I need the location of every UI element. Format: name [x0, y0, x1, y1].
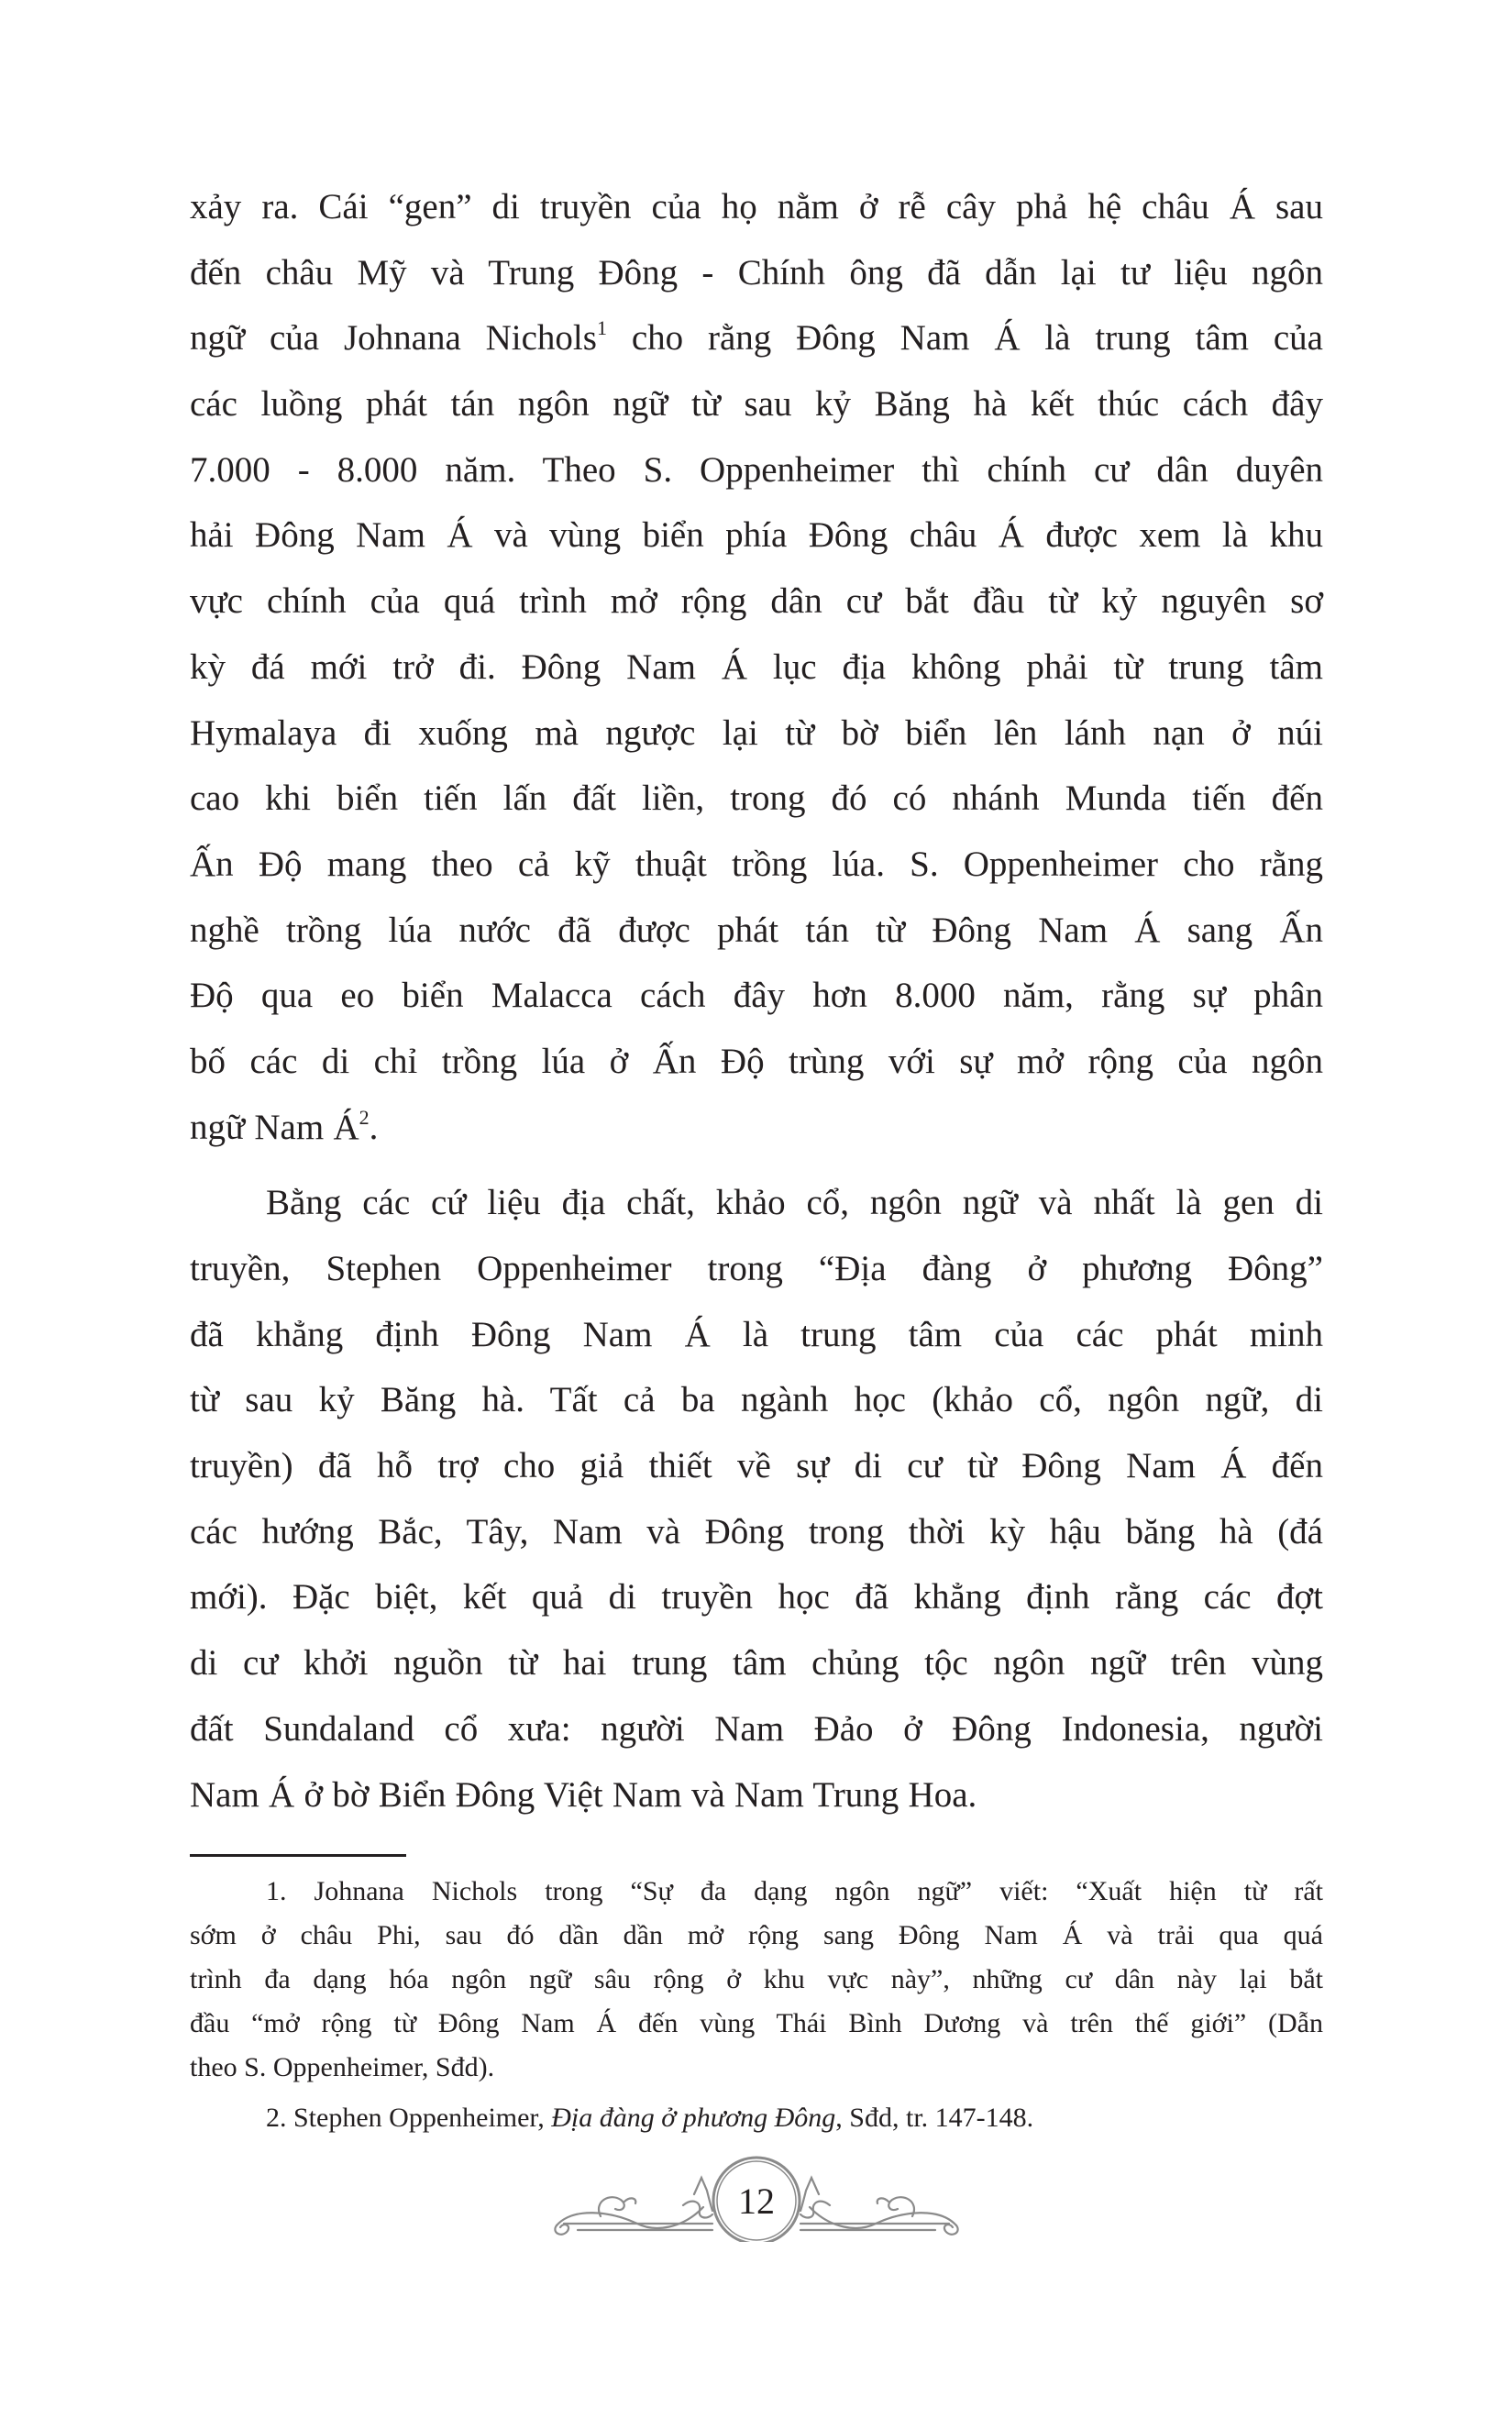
text-line: các hướng Bắc, Tây, Nam và Đông trong thời kỳ hậu băng hà (đá — [190, 1511, 1323, 1551]
text-line: truyền) đã hỗ trợ cho giả thiết về sự di cư từ Đông Nam Á đến — [190, 1446, 1323, 1486]
footnote-number: 2. — [266, 2103, 287, 2133]
footnote-author: Stephen Oppenheimer, — [293, 2103, 545, 2133]
footnotes — [190, 1870, 1323, 2140]
text-line: đất Sundaland cổ xưa: người Nam Đảo ở Đông Indonesia, người — [190, 1708, 1323, 1749]
footnote-source: , Sđd, tr. 147-148. — [835, 2103, 1034, 2133]
footnote-line: trình đa dạng hóa ngôn ngữ sâu rộng ở khu vực này”, những cư dân này lại bắt — [190, 1964, 1323, 1994]
footnote-line: theo S. Oppenheimer, Sđd). — [190, 2052, 495, 2082]
footnote-book-title: Địa đàng ở phương Đông — [551, 2103, 836, 2133]
text-line: nghề trồng lúa nước đã được phát tán từ Đông Nam Á sang Ấn — [190, 910, 1323, 950]
footnote-2 — [190, 2096, 1323, 2140]
text-fragment: cho rằng Đông Nam Á là trung tâm của — [631, 318, 1323, 359]
footnote-1 — [190, 1870, 1323, 2090]
text-line — [190, 305, 1323, 371]
text-line: xảy ra. Cái “gen” di truyền của họ nằm ở rễ cây phả hệ châu Á sau — [190, 187, 1323, 226]
text-line: 7.000 - 8.000 năm. Theo S. Oppenheimer thì chính cư dân duyên — [190, 449, 1323, 490]
text-line — [190, 1095, 1323, 1161]
text-line: Ấn Độ mang theo cả kỹ thuật trồng lúa. S. Oppenheimer cho rằng — [190, 844, 1323, 884]
footnote-line: đầu “mở rộng từ Đông Nam Á đến vùng Thái Bình Dương và trên thế giới” (Dẫn — [190, 2008, 1323, 2038]
footnote-ref-1[interactable]: 1 — [596, 316, 607, 340]
footnote-ref-2[interactable]: 2 — [359, 1105, 370, 1129]
text-line: đến châu Mỹ và Trung Đông - Chính ông đã dẫn lại tư liệu ngôn — [190, 252, 1323, 293]
page-number: 12 — [738, 2181, 775, 2222]
text-line: Hymalaya đi xuống mà ngược lại từ bờ biển lên lánh nạn ở núi — [190, 712, 1323, 753]
text-line: truyền, Stephen Oppenheimer trong “Địa đàng ở phương Đông” — [190, 1249, 1323, 1288]
text-fragment: ngữ của Johnana Nichols — [190, 318, 597, 359]
text-line: di cư khởi nguồn từ hai trung tâm chủng tộc ngôn ngữ trên vùng — [190, 1643, 1323, 1684]
text-line: hải Đông Nam Á và vùng biển phía Đông châu Á được xem là khu — [190, 515, 1323, 556]
paragraph-2 — [190, 1170, 1323, 1827]
text-line: bố các di chỉ trồng lúa ở Ấn Độ trùng với sự mở rộng của ngôn — [190, 1041, 1323, 1081]
footnote-line — [190, 2096, 1323, 2140]
text-line: Độ qua eo biển Malacca cách đây hơn 8.000 năm, rằng sự phân — [190, 976, 1323, 1016]
text-fragment: ngữ Nam Á — [190, 1107, 359, 1147]
paragraph-1 — [190, 174, 1323, 1160]
text-line: đã khẳng định Đông Nam Á là trung tâm của các phát minh — [190, 1314, 1323, 1354]
footnote-separator — [190, 1854, 406, 1857]
text-line: cao khi biển tiến lấn đất liền, trong đó có nhánh Munda tiến đến — [190, 778, 1323, 819]
text-line: Bằng các cứ liệu địa chất, khảo cổ, ngôn ngữ và nhất là gen di — [266, 1183, 1323, 1223]
text-line: mới). Đặc biệt, kết quả di truyền học đã khẳng định rằng các đợt — [190, 1577, 1323, 1617]
text-line: Nam Á ở bờ Biển Đông Việt Nam và Nam Trung Hoa. — [190, 1774, 977, 1815]
text-line: kỳ đá mới trở đi. Đông Nam Á lục địa không phải từ trung tâm — [190, 646, 1323, 687]
text-line: vực chính của quá trình mở rộng dân cư bắt đầu từ kỷ nguyên sơ — [190, 581, 1323, 622]
text-line: các luồng phát tán ngôn ngữ từ sau kỷ Băng hà kết thúc cách đây — [190, 384, 1323, 425]
footnote-line: sớm ở châu Phi, sau đó dần dần mở rộng sang Đông Nam Á và trải qua quá — [190, 1920, 1323, 1950]
footnote-line — [190, 1870, 1323, 1914]
text-line: từ sau kỷ Băng hà. Tất cả ba ngành học (khảo cổ, ngôn ngữ, di — [190, 1380, 1323, 1420]
text-fragment: . — [369, 1107, 379, 1147]
footnote-text: Johnana Nichols trong “Sự đa dạng ngôn ngữ” viết: “Xuất hiện từ rất — [314, 1876, 1324, 1906]
main-text — [190, 174, 1323, 1827]
footnote-number: 1. — [266, 1876, 287, 1906]
